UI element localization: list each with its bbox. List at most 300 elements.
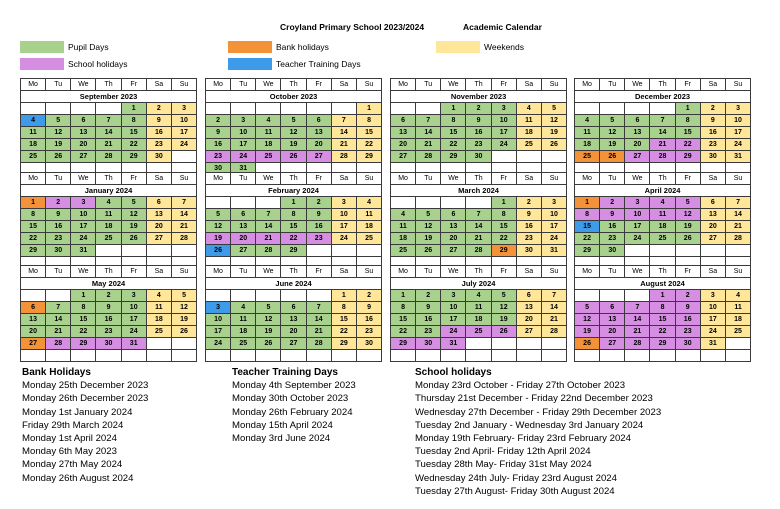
day-cell: 9 [306, 209, 331, 221]
empty-day-cell [416, 197, 441, 209]
day-cell: 16 [46, 221, 71, 233]
day-cell: 9 [46, 209, 71, 221]
day-cell: 18 [650, 221, 675, 233]
weekday-header: Sa [146, 79, 171, 91]
day-cell: 29 [356, 151, 381, 163]
day-cell: 21 [541, 314, 566, 326]
day-cell: 9 [600, 209, 625, 221]
day-cell: 21 [256, 233, 281, 245]
day-cell: 25 [725, 326, 750, 338]
weekday-header: Th [281, 266, 306, 278]
empty-day-cell [206, 103, 231, 115]
day-cell: 27 [231, 245, 256, 257]
weekday-header: Tu [46, 266, 71, 278]
bank-holidays-list [22, 366, 148, 485]
school-holiday-item: Monday 19th February- Friday 23rd February 2024 [415, 433, 631, 445]
day-cell: 14 [46, 314, 71, 326]
day-cell: 3 [206, 302, 231, 314]
empty-day-cell [206, 197, 231, 209]
day-cell: 12 [256, 314, 281, 326]
day-cell: 20 [391, 139, 416, 151]
weekday-header: Th [466, 79, 491, 91]
month-calendar [390, 172, 567, 269]
day-cell: 13 [71, 127, 96, 139]
month-calendar [390, 78, 567, 175]
day-cell: 12 [281, 127, 306, 139]
day-cell: 14 [171, 209, 196, 221]
legend-swatch [228, 41, 272, 53]
day-cell: 14 [541, 302, 566, 314]
day-cell: 22 [441, 139, 466, 151]
weekday-header: Sa [331, 173, 356, 185]
day-cell: 19 [281, 139, 306, 151]
day-cell: 4 [256, 115, 281, 127]
day-cell: 27 [391, 151, 416, 163]
day-cell: 8 [281, 209, 306, 221]
bank-holiday-item: Monday 1st January 2024 [22, 406, 133, 418]
weekday-header: Tu [231, 266, 256, 278]
day-cell: 6 [231, 209, 256, 221]
day-cell: 25 [96, 233, 121, 245]
weekday-header: We [256, 173, 281, 185]
day-cell: 29 [331, 338, 356, 350]
weekday-header: Fr [491, 173, 516, 185]
day-cell: 23 [356, 326, 381, 338]
weekday-header: Su [356, 173, 381, 185]
day-cell: 8 [71, 302, 96, 314]
legend-label: School holidays [68, 59, 128, 69]
weekday-header: Sa [700, 266, 725, 278]
day-cell: 12 [46, 127, 71, 139]
weekday-header: Su [725, 266, 750, 278]
day-cell: 18 [575, 139, 600, 151]
day-cell: 11 [356, 209, 381, 221]
day-cell: 26 [46, 151, 71, 163]
day-cell: 29 [491, 245, 516, 257]
empty-day-cell [206, 350, 231, 362]
day-cell: 15 [121, 127, 146, 139]
day-cell: 29 [121, 151, 146, 163]
day-cell: 15 [356, 127, 381, 139]
weekday-header: Fr [306, 79, 331, 91]
legend-item [436, 41, 524, 53]
day-cell: 21 [466, 233, 491, 245]
weekday-header: Mo [206, 266, 231, 278]
day-cell: 18 [391, 233, 416, 245]
day-cell: 2 [600, 197, 625, 209]
weekday-header: We [625, 266, 650, 278]
empty-day-cell [306, 245, 331, 257]
day-cell: 24 [625, 233, 650, 245]
month-title: April 2024 [575, 185, 751, 197]
day-cell: 21 [650, 139, 675, 151]
day-cell: 6 [625, 115, 650, 127]
day-cell: 24 [725, 139, 750, 151]
day-cell: 16 [466, 127, 491, 139]
empty-day-cell [600, 350, 625, 362]
day-cell: 21 [725, 221, 750, 233]
day-cell: 20 [281, 326, 306, 338]
day-cell: 31 [71, 245, 96, 257]
empty-day-cell [675, 245, 700, 257]
day-cell: 17 [700, 314, 725, 326]
month-calendar [574, 265, 751, 362]
day-cell: 18 [725, 314, 750, 326]
day-cell: 8 [575, 209, 600, 221]
day-cell: 7 [541, 290, 566, 302]
day-cell: 19 [256, 326, 281, 338]
school-holiday-item: Thursday 21st December - Friday 22nd December 2023 [415, 393, 653, 405]
day-cell: 26 [281, 151, 306, 163]
day-cell: 8 [650, 302, 675, 314]
empty-day-cell [71, 350, 96, 362]
day-cell: 4 [516, 103, 541, 115]
day-cell: 1 [675, 103, 700, 115]
day-cell: 7 [650, 115, 675, 127]
empty-day-cell [416, 350, 441, 362]
day-cell: 26 [206, 245, 231, 257]
day-cell: 28 [725, 233, 750, 245]
day-cell: 2 [46, 197, 71, 209]
day-cell: 20 [516, 314, 541, 326]
weekday-header: Tu [600, 79, 625, 91]
day-cell: 11 [391, 221, 416, 233]
day-cell: 28 [650, 151, 675, 163]
empty-day-cell [306, 103, 331, 115]
day-cell: 12 [575, 314, 600, 326]
day-cell: 5 [281, 115, 306, 127]
day-cell: 2 [466, 103, 491, 115]
day-cell: 14 [256, 221, 281, 233]
weekday-header: Sa [331, 266, 356, 278]
day-cell: 16 [516, 221, 541, 233]
day-cell: 1 [650, 290, 675, 302]
day-cell: 14 [331, 127, 356, 139]
empty-day-cell [231, 290, 256, 302]
weekday-header: Fr [491, 79, 516, 91]
day-cell: 3 [231, 115, 256, 127]
day-cell: 17 [625, 221, 650, 233]
day-cell: 23 [516, 233, 541, 245]
weekday-header: Th [96, 173, 121, 185]
day-cell: 6 [600, 302, 625, 314]
day-cell: 31 [541, 245, 566, 257]
day-cell: 17 [206, 326, 231, 338]
day-cell: 19 [171, 314, 196, 326]
day-cell: 25 [575, 151, 600, 163]
day-cell: 26 [575, 338, 600, 350]
weekday-header: We [71, 173, 96, 185]
weekday-header: Th [650, 266, 675, 278]
day-cell: 2 [356, 290, 381, 302]
day-cell: 9 [466, 115, 491, 127]
empty-day-cell [441, 197, 466, 209]
month-title: October 2023 [206, 91, 382, 103]
day-cell: 20 [71, 139, 96, 151]
school-holiday-item: Tuesday 2nd January - Wednesday 3rd January 2024 [415, 419, 644, 431]
empty-day-cell [725, 245, 750, 257]
day-cell: 29 [575, 245, 600, 257]
weekday-header: Mo [206, 173, 231, 185]
day-cell: 13 [625, 127, 650, 139]
empty-day-cell [331, 350, 356, 362]
day-cell: 9 [416, 302, 441, 314]
empty-day-cell [71, 103, 96, 115]
weekday-header: Su [541, 266, 566, 278]
empty-day-cell [700, 245, 725, 257]
day-cell: 12 [541, 115, 566, 127]
training-days-list [232, 366, 356, 445]
empty-day-cell [231, 197, 256, 209]
day-cell: 4 [231, 302, 256, 314]
day-cell: 28 [541, 326, 566, 338]
legend-label: Weekends [484, 42, 525, 52]
training-day-item: Monday 4th September 2023 [232, 380, 356, 392]
day-cell: 15 [281, 221, 306, 233]
empty-day-cell [171, 151, 196, 163]
day-cell: 18 [146, 314, 171, 326]
day-cell: 1 [391, 290, 416, 302]
day-cell: 24 [441, 326, 466, 338]
day-cell: 16 [206, 139, 231, 151]
day-cell: 9 [206, 127, 231, 139]
day-cell: 18 [21, 139, 46, 151]
day-cell: 15 [575, 221, 600, 233]
day-cell: 27 [21, 338, 46, 350]
day-cell: 25 [256, 151, 281, 163]
day-cell: 26 [256, 338, 281, 350]
day-cell: 19 [46, 139, 71, 151]
day-cell: 2 [516, 197, 541, 209]
empty-day-cell [96, 245, 121, 257]
weekday-header: Fr [121, 173, 146, 185]
weekday-header: Mo [575, 79, 600, 91]
day-cell: 8 [121, 115, 146, 127]
empty-day-cell [600, 290, 625, 302]
empty-day-cell [96, 350, 121, 362]
day-cell: 1 [441, 103, 466, 115]
empty-day-cell [281, 290, 306, 302]
school-holidays-list [415, 366, 661, 498]
weekday-header: Su [171, 266, 196, 278]
day-cell: 24 [206, 338, 231, 350]
legend-item [228, 58, 361, 70]
day-cell: 14 [416, 127, 441, 139]
day-cell: 28 [306, 338, 331, 350]
day-cell: 4 [466, 290, 491, 302]
month-title: September 2023 [21, 91, 197, 103]
day-cell: 5 [575, 302, 600, 314]
day-cell: 2 [306, 197, 331, 209]
legend-swatch [436, 41, 480, 53]
day-cell: 3 [625, 197, 650, 209]
empty-day-cell [600, 103, 625, 115]
weekday-header: Sa [516, 173, 541, 185]
day-cell: 24 [231, 151, 256, 163]
day-cell: 14 [466, 221, 491, 233]
day-cell: 15 [21, 221, 46, 233]
day-cell: 12 [416, 221, 441, 233]
day-cell: 5 [675, 197, 700, 209]
day-cell: 30 [466, 151, 491, 163]
day-cell: 25 [516, 139, 541, 151]
empty-day-cell [516, 350, 541, 362]
day-cell: 21 [46, 326, 71, 338]
day-cell: 16 [356, 314, 381, 326]
legend-swatch [20, 58, 64, 70]
day-cell: 30 [206, 163, 231, 175]
empty-day-cell [725, 338, 750, 350]
weekday-header: Th [466, 173, 491, 185]
day-cell: 7 [171, 197, 196, 209]
day-cell: 1 [71, 290, 96, 302]
day-cell: 13 [391, 127, 416, 139]
weekday-header: Fr [675, 173, 700, 185]
day-cell: 17 [71, 221, 96, 233]
day-cell: 29 [281, 245, 306, 257]
day-cell: 26 [600, 151, 625, 163]
day-cell: 1 [575, 197, 600, 209]
day-cell: 28 [96, 151, 121, 163]
empty-day-cell [121, 350, 146, 362]
empty-day-cell [650, 103, 675, 115]
empty-day-cell [231, 350, 256, 362]
day-cell: 20 [231, 233, 256, 245]
day-cell: 22 [491, 233, 516, 245]
day-cell: 27 [71, 151, 96, 163]
weekday-header: Sa [146, 173, 171, 185]
day-cell: 19 [675, 221, 700, 233]
weekday-header: Mo [575, 173, 600, 185]
school-holiday-item: Tuesday 2nd April- Friday 12th April 2024 [415, 446, 591, 458]
day-cell: 10 [231, 127, 256, 139]
day-cell: 26 [491, 326, 516, 338]
day-cell: 29 [71, 338, 96, 350]
empty-day-cell [281, 103, 306, 115]
school-holiday-item: Tuesday 27th August- Friday 30th August 2024 [415, 485, 615, 497]
empty-day-cell [281, 350, 306, 362]
day-cell: 17 [725, 127, 750, 139]
day-cell: 8 [21, 209, 46, 221]
weekday-header: Mo [21, 266, 46, 278]
day-cell: 20 [146, 221, 171, 233]
day-cell: 22 [650, 326, 675, 338]
day-cell: 30 [96, 338, 121, 350]
empty-day-cell [541, 350, 566, 362]
day-cell: 23 [306, 233, 331, 245]
day-cell: 15 [441, 127, 466, 139]
empty-day-cell [356, 350, 381, 362]
day-cell: 2 [96, 290, 121, 302]
day-cell: 20 [625, 139, 650, 151]
day-cell: 30 [600, 245, 625, 257]
day-cell: 28 [46, 338, 71, 350]
day-cell: 30 [146, 151, 171, 163]
day-cell: 24 [171, 139, 196, 151]
weekday-header: Fr [675, 266, 700, 278]
day-cell: 19 [121, 221, 146, 233]
day-cell: 14 [725, 209, 750, 221]
legend-label: Pupil Days [68, 42, 109, 52]
day-cell: 18 [466, 314, 491, 326]
weekday-header: Sa [700, 79, 725, 91]
day-cell: 17 [441, 314, 466, 326]
training-day-item: Monday 3rd June 2024 [232, 433, 331, 445]
day-cell: 25 [391, 245, 416, 257]
empty-day-cell [700, 350, 725, 362]
day-cell: 28 [256, 245, 281, 257]
bank-holidays-heading: Bank Holidays [22, 367, 91, 378]
empty-day-cell [650, 245, 675, 257]
day-cell: 22 [281, 233, 306, 245]
day-cell: 8 [331, 302, 356, 314]
weekday-header: Th [281, 173, 306, 185]
empty-day-cell [725, 350, 750, 362]
legend-item [20, 41, 109, 53]
day-cell: 11 [96, 209, 121, 221]
empty-day-cell [516, 151, 541, 163]
day-cell: 17 [171, 127, 196, 139]
day-cell: 8 [441, 115, 466, 127]
day-cell: 18 [256, 139, 281, 151]
day-cell: 1 [21, 197, 46, 209]
day-cell: 24 [121, 326, 146, 338]
day-cell: 5 [46, 115, 71, 127]
empty-day-cell [675, 350, 700, 362]
weekday-header: We [256, 79, 281, 91]
day-cell: 10 [331, 209, 356, 221]
day-cell: 13 [441, 221, 466, 233]
day-cell: 13 [700, 209, 725, 221]
day-cell: 23 [675, 326, 700, 338]
weekday-header: Mo [391, 266, 416, 278]
weekday-header: Tu [231, 173, 256, 185]
day-cell: 2 [416, 290, 441, 302]
legend-item [20, 58, 128, 70]
empty-day-cell [625, 290, 650, 302]
day-cell: 16 [96, 314, 121, 326]
day-cell: 4 [21, 115, 46, 127]
weekday-header: Tu [46, 79, 71, 91]
day-cell: 6 [146, 197, 171, 209]
empty-day-cell [541, 338, 566, 350]
day-cell: 20 [600, 326, 625, 338]
day-cell: 16 [306, 221, 331, 233]
weekday-header: We [441, 266, 466, 278]
day-cell: 23 [46, 233, 71, 245]
weekday-header: Sa [331, 79, 356, 91]
day-cell: 16 [416, 314, 441, 326]
day-cell: 13 [281, 314, 306, 326]
day-cell: 10 [206, 314, 231, 326]
day-cell: 29 [441, 151, 466, 163]
day-cell: 13 [306, 127, 331, 139]
day-cell: 24 [541, 233, 566, 245]
day-cell: 6 [516, 290, 541, 302]
day-cell: 10 [491, 115, 516, 127]
empty-day-cell [466, 197, 491, 209]
weekday-header: We [625, 173, 650, 185]
month-title: May 2024 [21, 278, 197, 290]
day-cell: 12 [206, 221, 231, 233]
empty-day-cell [171, 245, 196, 257]
day-cell: 5 [541, 103, 566, 115]
day-cell: 30 [356, 338, 381, 350]
day-cell: 3 [441, 290, 466, 302]
day-cell: 22 [575, 233, 600, 245]
empty-day-cell [21, 290, 46, 302]
day-cell: 23 [600, 233, 625, 245]
